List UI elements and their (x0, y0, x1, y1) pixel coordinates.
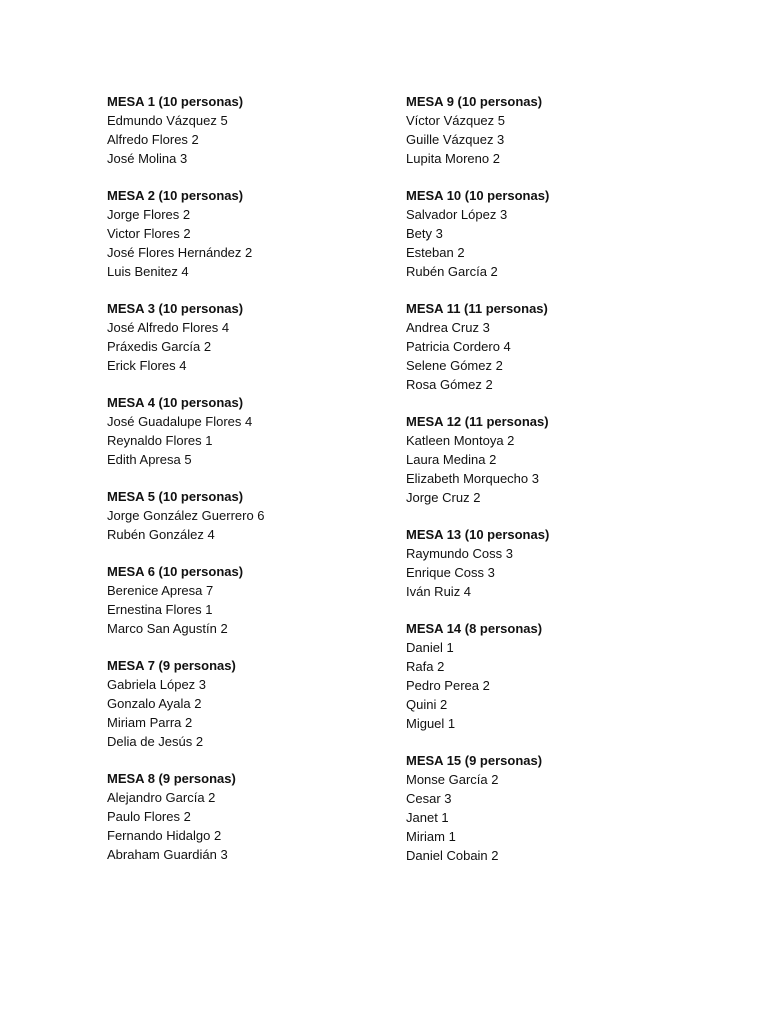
mesa-title: MESA 2 (10 personas) (107, 188, 244, 203)
mesa-block (406, 299, 696, 394)
guest-entry: Esteban 2 (406, 245, 465, 260)
guest-entry: Berenice Apresa 7 (107, 583, 214, 598)
guest-entry: Daniel Cobain 2 (406, 848, 499, 863)
mesa-block (107, 393, 397, 469)
guest-entry: Marco San Agustín 2 (107, 621, 228, 636)
guest-entry: Ernestina Flores 1 (107, 602, 213, 617)
guest-entry: Victor Flores 2 (107, 226, 191, 241)
guest-entry: Miriam 1 (406, 829, 456, 844)
table-list-right-column (406, 92, 696, 883)
mesa-block (107, 92, 397, 168)
guest-entry: Miriam Parra 2 (107, 715, 193, 730)
guest-entry: Rafa 2 (406, 659, 445, 674)
guest-entry: Pedro Perea 2 (406, 678, 490, 693)
guest-entry: Katleen Montoya 2 (406, 433, 515, 448)
guest-entry: Jorge González Guerrero 6 (107, 508, 265, 523)
guest-entry: Janet 1 (406, 810, 449, 825)
mesa-block (406, 92, 696, 168)
guest-entry: Delia de Jesús 2 (107, 734, 204, 749)
guest-entry: Lupita Moreno 2 (406, 151, 500, 166)
guest-entry: Alfredo Flores 2 (107, 132, 199, 147)
guest-entry: Guille Vázquez 3 (406, 132, 505, 147)
guest-entry: Quini 2 (406, 697, 448, 712)
mesa-title: MESA 12 (11 personas) (406, 414, 549, 429)
guest-entry: Raymundo Coss 3 (406, 546, 513, 561)
mesa-block (107, 299, 397, 375)
mesa-title: MESA 3 (10 personas) (107, 301, 244, 316)
mesa-block (107, 487, 397, 544)
guest-entry: Salvador López 3 (406, 207, 508, 222)
guest-entry: Rubén García 2 (406, 264, 498, 279)
guest-entry: Andrea Cruz 3 (406, 320, 490, 335)
mesa-title: MESA 11 (11 personas) (406, 301, 548, 316)
mesa-title: MESA 8 (9 personas) (107, 771, 236, 786)
mesa-block (107, 769, 397, 864)
mesa-block (406, 412, 696, 507)
guest-entry: José Flores Hernández 2 (107, 245, 253, 260)
mesa-title: MESA 10 (10 personas) (406, 188, 550, 203)
mesa-title: MESA 15 (9 personas) (406, 753, 543, 768)
guest-entry: Jorge Cruz 2 (406, 490, 481, 505)
mesa-block (107, 656, 397, 751)
guest-entry: Iván Ruiz 4 (406, 584, 472, 599)
mesa-title: MESA 4 (10 personas) (107, 395, 244, 410)
guest-entry: Reynaldo Flores 1 (107, 433, 213, 448)
guest-entry: José Guadalupe Flores 4 (107, 414, 253, 429)
guest-entry: Abraham Guardián 3 (107, 847, 228, 862)
guest-entry: Daniel 1 (406, 640, 454, 655)
guest-entry: Selene Gómez 2 (406, 358, 503, 373)
mesa-block (406, 186, 696, 281)
mesa-title: MESA 6 (10 personas) (107, 564, 244, 579)
mesa-title: MESA 9 (10 personas) (406, 94, 543, 109)
guest-entry: Gonzalo Ayala 2 (107, 696, 202, 711)
guest-entry: Jorge Flores 2 (107, 207, 191, 222)
guest-entry: Laura Medina 2 (406, 452, 497, 467)
mesa-title: MESA 14 (8 personas) (406, 621, 543, 636)
guest-entry: Alejandro García 2 (107, 790, 216, 805)
guest-entry: Edmundo Vázquez 5 (107, 113, 228, 128)
guest-entry: Fernando Hidalgo 2 (107, 828, 222, 843)
guest-entry: Edith Apresa 5 (107, 452, 192, 467)
guest-entry: José Alfredo Flores 4 (107, 320, 230, 335)
guest-entry: Gabriela López 3 (107, 677, 207, 692)
mesa-title: MESA 7 (9 personas) (107, 658, 236, 673)
mesa-title: MESA 1 (10 personas) (107, 94, 244, 109)
guest-entry: Elizabeth Morquecho 3 (406, 471, 539, 486)
mesa-title: MESA 13 (10 personas) (406, 527, 550, 542)
guest-entry: Víctor Vázquez 5 (406, 113, 505, 128)
table-list-left-column (107, 92, 397, 882)
guest-entry: José Molina 3 (107, 151, 188, 166)
guest-entry: Enrique Coss 3 (406, 565, 495, 580)
guest-entry: Bety 3 (406, 226, 443, 241)
mesa-block (406, 751, 696, 865)
guest-entry: Patricia Cordero 4 (406, 339, 511, 354)
mesa-block (406, 619, 696, 733)
guest-entry: Luis Benitez 4 (107, 264, 189, 279)
guest-entry: Rubén González 4 (107, 527, 215, 542)
mesa-block (406, 525, 696, 601)
guest-entry: Rosa Gómez 2 (406, 377, 493, 392)
guest-entry: Cesar 3 (406, 791, 452, 806)
mesa-block (107, 186, 397, 281)
mesa-title: MESA 5 (10 personas) (107, 489, 244, 504)
guest-entry: Miguel 1 (406, 716, 456, 731)
guest-entry: Paulo Flores 2 (107, 809, 191, 824)
guest-entry: Erick Flores 4 (107, 358, 187, 373)
guest-entry: Monse García 2 (406, 772, 499, 787)
mesa-block (107, 562, 397, 638)
guest-entry: Práxedis García 2 (107, 339, 212, 354)
